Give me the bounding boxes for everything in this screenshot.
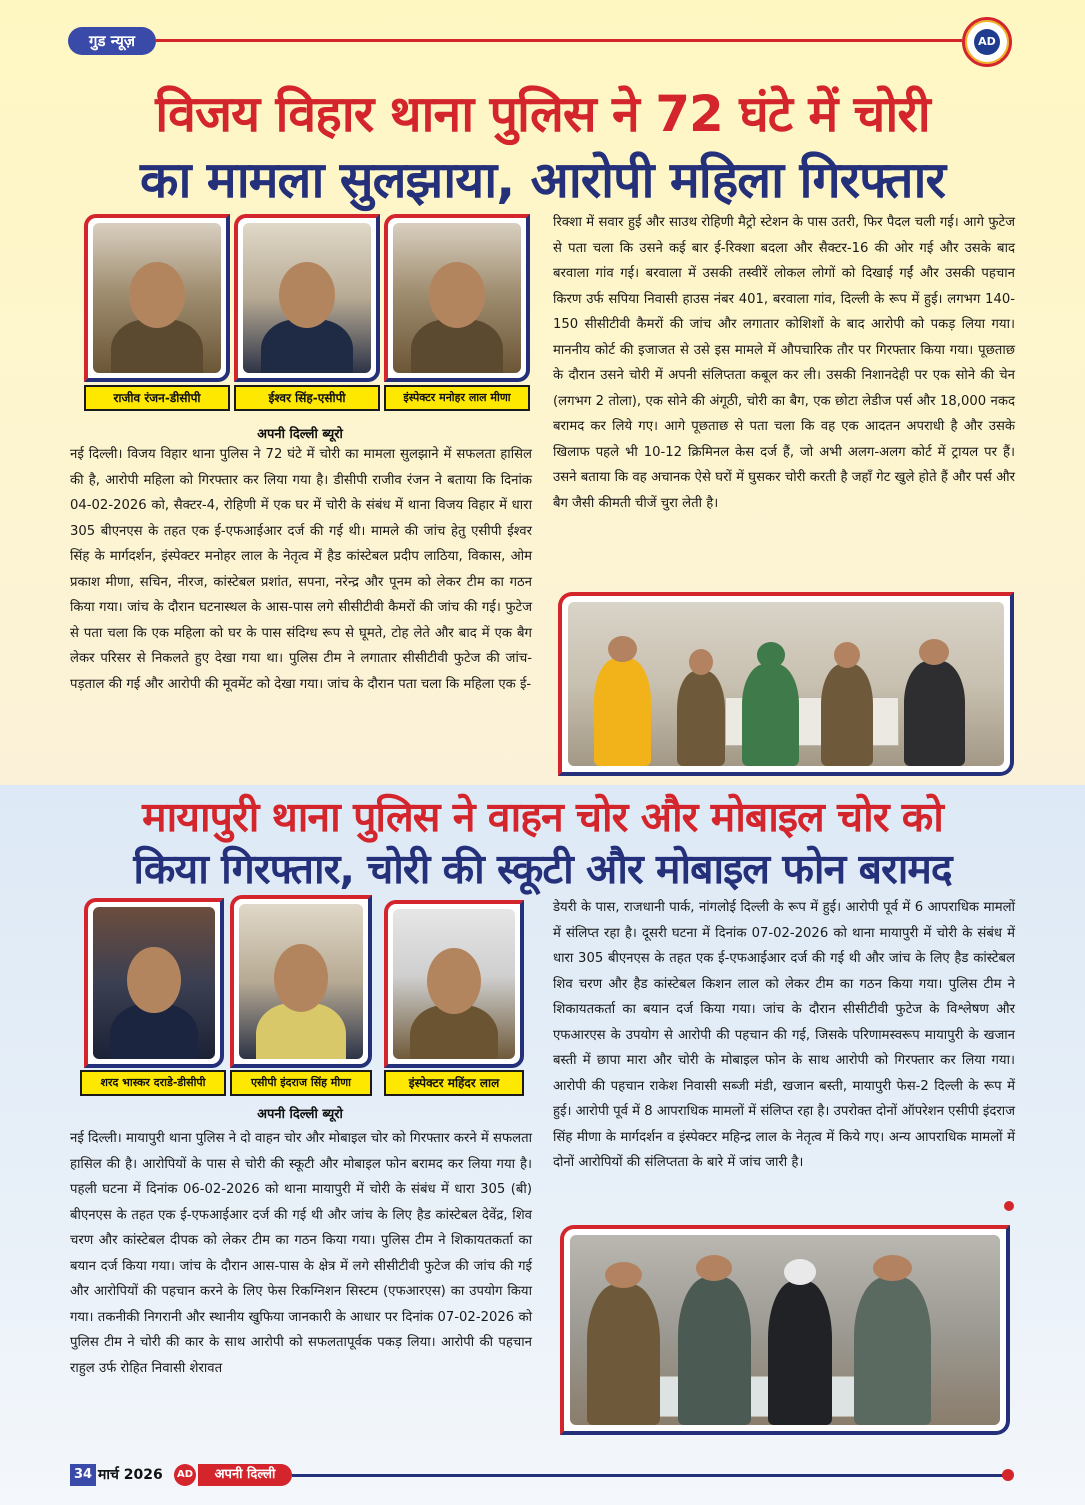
footer-rule <box>292 1474 1004 1477</box>
story2-byline: अपनी दिल्ली ब्यूरो <box>257 1107 343 1122</box>
portrait-dcp-rajiv-ranjan <box>84 214 230 382</box>
story2-headline-line1: मायापुरी थाना पुलिस ने वाहन चोर और मोबाइल चोर को <box>142 793 943 841</box>
story1-body-right: रिक्शा में सवार हुई और साउथ रोहिणी मैट्रो स्टेशन के पास उतरी, फिर पैदल चली गई। आगे फुटेज से पता चला कि उसने कई बार ई-रिक्शा बदला और सैक्टर-16 की ओर गई और उसके बाद बरवाला गांव गई। बरवाला में उसकी तस्वीरें लोकल लोगों को दिखाई गईं और उसकी पहचान किरण उर्फ सपिया निवासी हाउस नंबर 401, बरवाला गांव, दिल्ली के रूप में हुई। लगभग 140-150 सीसीटीवी कैमरों की जांच और लगातार कोशिशों के बाद आरोपी को पकड़ लिया गया। माननीय कोर्ट की इजाजत से उसे इस मामले में औपचारिक तौर पर गिरफ्तार किया गया। पूछताछ के दौरान उसने चोरी में अपनी संलिप्तता कबूल कर ली। उसकी निशानदेही पर एक सोने की चेन (लगभग 2 तोला), एक सोने की अंगूठी, चोरी का बैग, एक छोटा लेडीज पर्स और 18,000 नकद बरामद कर लिये गए। आगे पूछताछ से पता चला कि वह एक आदतन अपराधी है और उसके खिलाफ पहले भी 10-12 क्रिमिनल केस दर्ज हैं, जो अभी अलग-अलग कोर्ट में ट्रायल पर हैं। उसने बताया कि वह अचानक ऐसे घरों में घुसकर चोरी करती है जहाँ गेट खुले होते हैं और पर्स और बैग जैसी कीमती चीजें चुरा लेती है। <box>553 215 1015 511</box>
caption-inspector-2: इंस्पेक्टर महिंदर लाल <box>384 1070 524 1096</box>
story1-headline-line1: विजय विहार थाना पुलिस ने 72 घंटे में चोरी <box>155 85 930 143</box>
portrait-acp-indraj-singh-meena <box>230 895 372 1068</box>
footer-logo: AD <box>174 1464 196 1486</box>
story1-headline-line2: का मामला सुलझाया, आरोपी महिला गिरफ्तार <box>140 151 945 209</box>
caption-acp: ईश्वर सिंह-एसीपी <box>234 385 380 411</box>
portrait-inspector-manohar-lal-meena <box>384 214 530 382</box>
header-rule <box>156 39 962 42</box>
story1-body-left: नई दिल्ली। विजय विहार थाना पुलिस ने 72 घंटे में चोरी का मामला सुलझाने में सफलता हासिल की है, आरोपी महिला को गिरफ्तार कर लिया गया है। डीसीपी राजीव रंजन ने बताया कि दिनांक 04-02-2026 को, सैक्टर-4, रोहिणी में एक घर में चोरी के संबंध में थाना विजय विहार में धारा 305 बीएनएस के तहत एक ई-एफआईआर दर्ज की गई थी। मामले की जांच हेतु एसीपी ईश्वर सिंह के मार्गदर्शन, इंस्पेक्टर मनोहर लाल के नेतृत्व में हैड कांस्टेबल प्रदीप लाठिया, विकास, ओम प्रकाश मीणा, सचिन, नीरज, कांस्टेबल प्रशांत, सपना, नरेन्द्र और पूनम को लेकर टीम का गठन किया गया। जांच के दौरान घटनास्थल के आस-पास लगे सीसीटीवी कैमरों की जांच की गई। फुटेज से पता चला कि एक महिला को घर के पास संदिग्ध रूप से घूमते, टोह लेते और बाद में एक बैग लेकर परिसर से निकलते हुए देखा गया था। पुलिस टीम ने लगातार सीसीटीवी फुटेज की जांच-पड़ताल की गई और आरोपी की मूवमेंट को देखा गया। जांच के दौरान पता चला कि महिला एक ई- <box>70 447 532 692</box>
story2-group-photo <box>560 1225 1010 1435</box>
footer-dot <box>1002 1469 1014 1481</box>
story1-group-photo <box>558 592 1014 776</box>
portrait-acp-ishwar-singh <box>234 214 380 382</box>
story-end-dot <box>1004 1201 1014 1211</box>
caption-inspector: इंस्पेक्टर मनोहर लाल मीणा <box>384 385 530 411</box>
section-tag: गुड न्यूज़ <box>68 27 156 55</box>
caption-dcp: राजीव रंजन-डीसीपी <box>84 385 230 411</box>
story1-byline: अपनी दिल्ली ब्यूरो <box>257 427 343 442</box>
issue-date: मार्च 2026 <box>98 1467 163 1483</box>
publication-logo <box>962 17 1012 67</box>
caption-acp-2: एसीपी इंदराज सिंह मीणा <box>230 1070 372 1096</box>
story2-body-left: नई दिल्ली। मायापुरी थाना पुलिस ने दो वाहन चोर और मोबाइल चोर को गिरफ्तार करने में सफलता हासिल की है। आरोपियों के पास से चोरी की स्कूटी और मोबाइल फोन बरामद कर लिया गया है। पहली घटना में दिनांक 06-02-2026 को थाना मायापुरी में चोरी के संबंध में धारा 305 (बी) बीएनएस के तहत एक ई-एफआईआर दर्ज की गई थी और जांच के लिए हैड कांस्टेबल देवेंद्र, शिव चरण और कांस्टेबल दीपक को लेकर टीम का गठन किया गया। पुलिस टीम ने शिकायतकर्ता का बयान दर्ज किया गया। जांच के दौरान आस-पास के क्षेत्र में लगे सीसीटीवी फुटेज की जांच की गई और आरोपियों की पहचान करने के लिए फेस रिकग्निशन सिस्टम (एफआरएस) का उपयोग किया गया। तकनीकी निगरानी और स्थानीय खुफिया जानकारी के आधार पर दिनांक 07-02-2026 को पुलिस टीम ने चोरी की कार के साथ आरोपी को सफलतापूर्वक पकड़ लिया। आरोपी की पहचान राहुल उर्फ रोहित निवासी शेरावत <box>70 1131 532 1376</box>
caption-dcp-2: शरद भास्कर दराडे-डीसीपी <box>80 1070 226 1096</box>
story2-headline-line2: किया गिरफ्तार, चोरी की स्कूटी और मोबाइल फोन बरामद <box>133 845 952 893</box>
page-number: 34 <box>70 1464 96 1486</box>
portrait-dcp-sharad-bhaskar-darade <box>84 898 224 1068</box>
portrait-inspector-mahinder-lal <box>384 900 524 1068</box>
publication-name: अपनी दिल्ली <box>198 1464 292 1486</box>
story2-body-right: डेयरी के पास, राजधानी पार्क, नांगलोई दिल्ली के रूप में हुई। आरोपी पूर्व में 6 आपराधिक मामलों में संलिप्त रहा है। दूसरी घटना में दिनांक 07-02-2026 को थाना मायापुरी में चोरी के संबंध में धारा 305 बीएनएस के तहत एक ई-एफआईआर दर्ज की गई थी और जांच के लिए हैड कांस्टेबल शिव चरण और हैड कांस्टेबल किशन लाल को लेकर टीम का गठन किया गया। पुलिस टीम ने शिकायतकर्ता का बयान दर्ज किया गया। जांच के दौरान सीसीटीवी फुटेज के विश्लेषण और एफआरएस के उपयोग से आरोपी की पहचान की गई, जिसके परिणामस्वरूप मायापुरी के खजान बस्ती में छापा मारा और चोरी के मोबाइल फोन के साथ आरोपी को गिरफ्तार कर लिया गया। आरोपी की पहचान राकेश निवासी सब्जी मंडी, खजान बस्ती, मायापुरी फेस-2 दिल्ली के रूप में हुई। आरोपी पूर्व में 8 आपराधिक मामलों में संलिप्त रहा है। उपरोक्त दोनों ऑपरेशन एसीपी इंदराज सिंह मीणा के मार्गदर्शन व इंस्पेक्टर महिन्द्र लाल के नेतृत्व में किये गए। अन्य आपराधिक मामलों में दोनों आरोपियों की संलिप्तता के बारे में जांच जारी है। <box>553 900 1015 1170</box>
logo-mark: AD <box>974 29 1000 55</box>
